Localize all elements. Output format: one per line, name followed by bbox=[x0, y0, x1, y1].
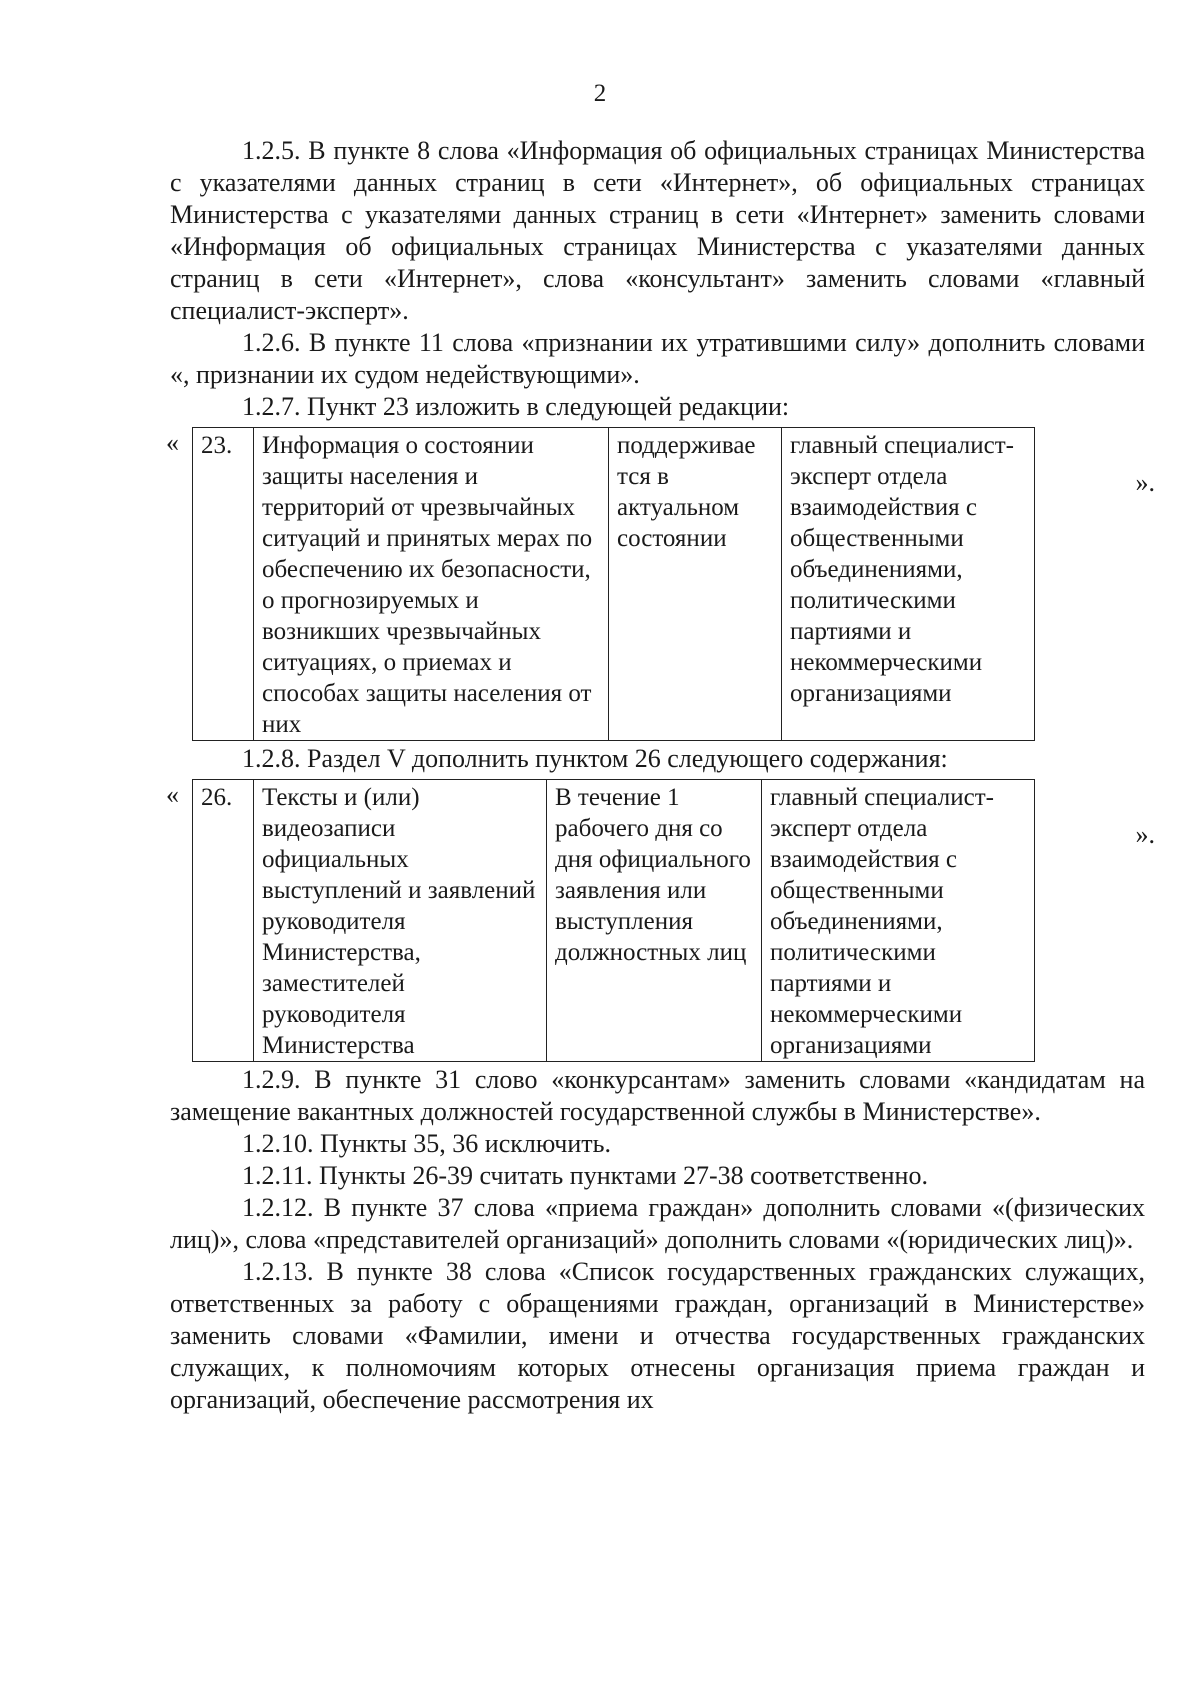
document-body bbox=[166, 135, 1155, 1416]
insert-table-23 bbox=[192, 427, 1035, 741]
table-cell-info: Информация о состоянии защиты населения и территорий от чрезвычайных ситуаций и принятых мерах по обеспечению их безопасности, о прогнозируемых и возникших чрезвычайных ситуациях, о приемах и способах защиты населения от них bbox=[254, 428, 609, 741]
paragraph-1-2-9: 1.2.9. В пункте 31 слово «конкурсантам» заменить словами «кандидатам на замещение вакантных должностей государственной службы в Министерстве». bbox=[170, 1065, 1145, 1126]
paragraph-1-2-7: 1.2.7. Пункт 23 изложить в следующей редакции: bbox=[242, 392, 790, 421]
table-cell-responsible: главный специалист-эксперт отдела взаимодействия с общественными объединениями, политическими партиями и некоммерческими организациями bbox=[782, 428, 1035, 741]
table-cell-number: 23. bbox=[193, 428, 254, 741]
table-cell-info: Тексты и (или) видеозаписи официальных выступлений и заявлений руководителя Министерства, заместителей руководителя Министерства bbox=[254, 780, 547, 1062]
paragraph-1-2-5: 1.2.5. В пункте 8 слова «Информация об официальных страницах Министерства с указателями данных страниц в сети «Интернет», об официальных страницах Министерства с указателями данных страниц в сети «Интернет» заменить словами «Информация об официальных страницах Министерства с указателями данных страниц в сети «Интернет», слова «консультант» заменить словами «главный специалист-эксперт». bbox=[170, 136, 1145, 325]
paragraph-1-2-13: 1.2.13. В пункте 38 слова «Список государственных гражданских служащих, ответственных за работу с обращениями граждан, организаций в Министерстве» заменить словами «Фамилии, имени и отчества государственных гражданских служащих, к полномочиям которых отнесены организация приема граждан и организаций, обеспечение рассмотрения их bbox=[170, 1257, 1145, 1414]
open-quote: « bbox=[166, 428, 179, 457]
table-cell-term: поддерживае тся в актуальном состоянии bbox=[609, 428, 782, 741]
page-number: 2 bbox=[593, 80, 607, 107]
table-row bbox=[193, 780, 1035, 1062]
insert-table-23-wrapper bbox=[166, 427, 1155, 741]
paragraph-1-2-11: 1.2.11. Пункты 26-39 считать пунктами 27-38 соответственно. bbox=[242, 1161, 928, 1190]
open-quote: « bbox=[166, 780, 179, 809]
insert-table-26-wrapper bbox=[166, 779, 1155, 1062]
paragraph-1-2-6: 1.2.6. В пункте 11 слова «признании их утратившими силу» дополнить словами «, признании их судом недействующими». bbox=[170, 328, 1145, 389]
table-cell-number: 26. bbox=[193, 780, 254, 1062]
close-quote: ». bbox=[1135, 468, 1155, 497]
close-quote: ». bbox=[1135, 820, 1155, 849]
table-cell-term: В течение 1 рабочего дня со дня официального заявления или выступления должностных лиц bbox=[547, 780, 762, 1062]
table-cell-responsible: главный специалист-эксперт отдела взаимодействия с общественными объединениями, политическими партиями и некоммерческими организациями bbox=[762, 780, 1035, 1062]
table-row bbox=[193, 428, 1035, 741]
paragraph-1-2-10: 1.2.10. Пункты 35, 36 исключить. bbox=[242, 1129, 612, 1158]
paragraph-1-2-12: 1.2.12. В пункте 37 слова «приема граждан» дополнить словами «(физических лиц)», слова «представителей организаций» дополнить словами «(юридических лиц)». bbox=[170, 1193, 1145, 1254]
insert-table-26 bbox=[192, 779, 1035, 1062]
paragraph-1-2-8: 1.2.8. Раздел V дополнить пунктом 26 следующего содержания: bbox=[242, 744, 948, 773]
